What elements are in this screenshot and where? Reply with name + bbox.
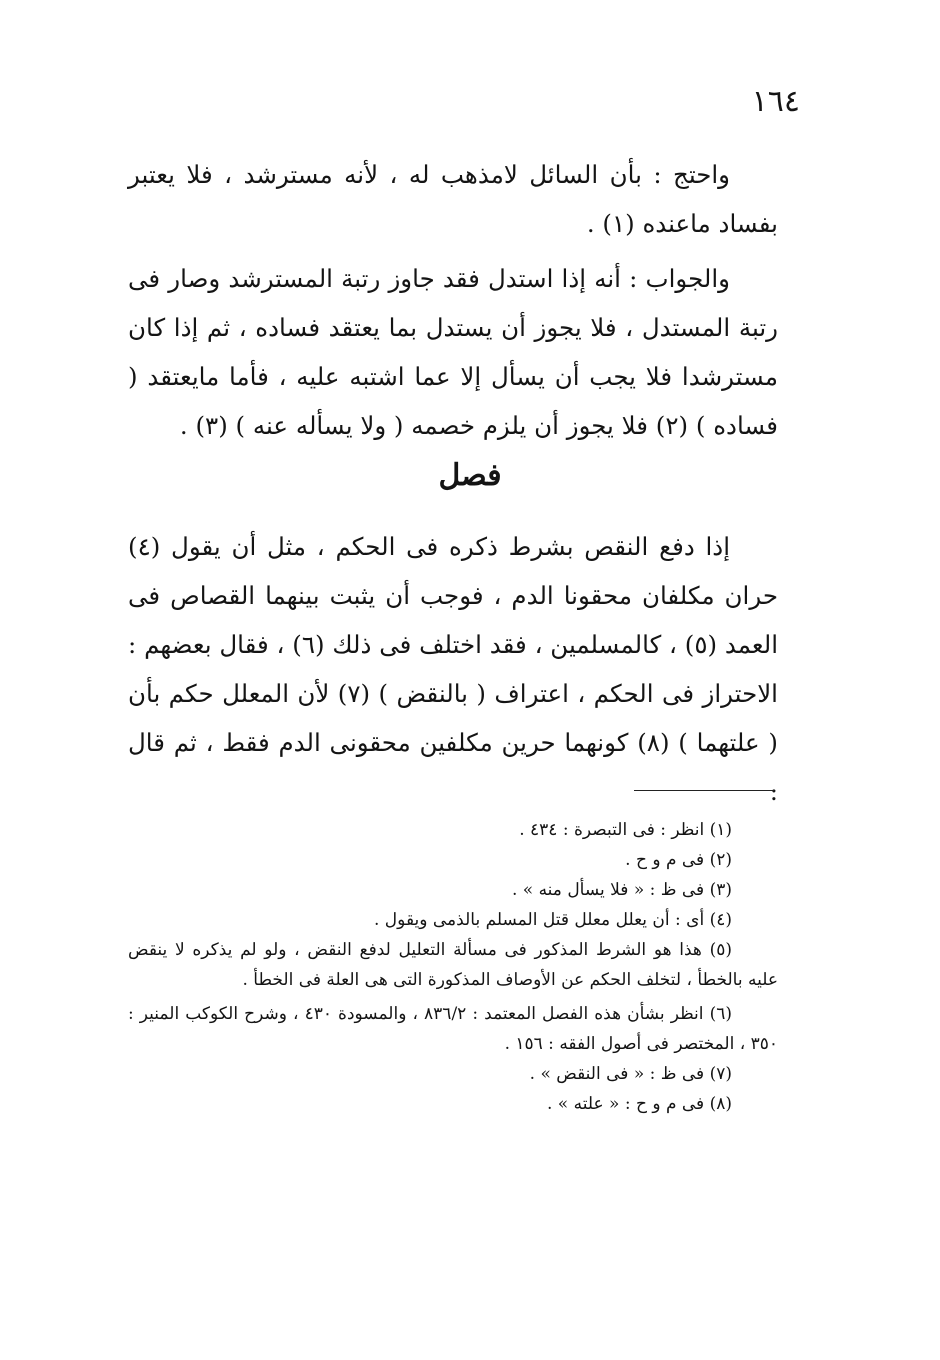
section-heading: فصل: [438, 458, 502, 493]
page-number: ١٦٤: [751, 84, 800, 119]
footnote-4: (٤) أى : أن يعلل معلل قتل المسلم بالذمى ويقول .: [374, 910, 732, 930]
paragraph-text: إذا دفع النقص بشرط ذكره فى الحكم ، مثل أن يقول (٤) حران مكلفان محقونا الدم ، فوجب أن يثبت بينهما القصاص فى العمد (٥) ، كالمسلمين ، فقد اختلف فى ذلك (٦) ، فقال بعضهم : الاحتراز فى الحكم ، اعتراف ( بالنقض ) (٧) لأن المعلل حكم بأن ( علتهما ) (٨) كونهما حرين مكلفين محقونى الدم فقط ، ثم قال :: [128, 532, 779, 806]
footnote-5: (٥) هذا هو الشرط المذكور فى مسألة التعليل لدفع النقض ، ولو لم يذكره لا ينقض عليه بالخطأ ، لتخلف الحكم عن الأوصاف المذكورة التى هى العلة فى الخطأ .: [128, 940, 778, 990]
footnote-3: (٣) فى ظ : « فلا يسأل منه » .: [511, 880, 732, 900]
paragraph-text: والجواب : أنه إذا استدل فقد جاوز رتبة المسترشد وصار فى رتبة المستدل ، فلا يجوز أن يستدل بما يعتقد فساده ، ثم إذا كان مسترشدا فلا يجب أن يسأل إلا عما اشتبه عليه ، فأما مايعتقد ( فساده ) (٢) فلا يجوز أن يلزم خصمه ( ولا يسأله عنه ) (٣) .: [128, 264, 778, 440]
body-paragraph-2: [128, 254, 778, 450]
footnote-8: (٨) فى م و ح : « علته » .: [546, 1094, 732, 1114]
footnote-divider: [634, 790, 774, 791]
body-paragraph-3: [128, 522, 778, 816]
footnote-6: (٦) انظر بشأن هذه الفصل المعتمد : ٨٣٦/٢ ، والمسودة ٤٣٠ ، وشرح الكوكب المنير : ٣٥٠ ، المختصر فى أصول الفقه : ١٥٦ .: [128, 1004, 778, 1054]
footnote-1: (١) انظر : فى التبصرة : ٤٣٤ .: [519, 820, 732, 840]
body-paragraph-1: [128, 150, 778, 248]
footnote-2: (٢) فى م و ح .: [625, 850, 732, 870]
footnotes: [128, 815, 778, 1119]
paragraph-text: واحتج : بأن السائل لامذهب له ، لأنه مسترشد ، فلا يعتبر بفساد ماعنده (١) .: [128, 160, 778, 238]
footnote-7: (٧) فى ظ : « فى النقض » .: [529, 1064, 732, 1084]
